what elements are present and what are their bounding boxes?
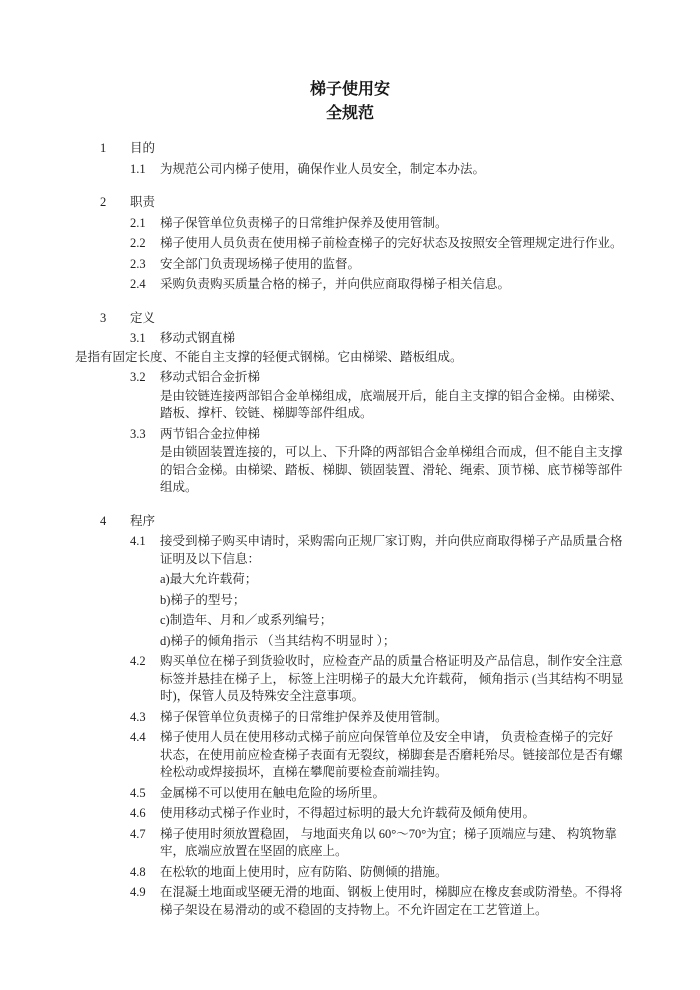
clause-4.1 (130, 533, 625, 568)
section-title: 定义 (130, 310, 156, 325)
clause-number: 4.9 (130, 885, 146, 899)
section-header (100, 194, 625, 212)
clause-number: 4.1 (130, 534, 146, 548)
section-1 (75, 140, 625, 178)
clause-2.2 (130, 235, 625, 253)
list-entry: b)梯子的型号； (160, 592, 246, 607)
clause-text: 购买单位在梯子到货验收时，应检查产品的质量合格证明及产品信息，制作安全注意标签并悬挂在梯子上， 标签上注明梯子的最大允许载荷， 倾角指示 (当其结构不明显时)，保管人员及特殊安全注意事项。 (160, 654, 624, 703)
clause-text: 梯子保管单位负责梯子的日常维护保养及使用管制。 (160, 215, 448, 230)
clause-number: 4.6 (130, 806, 146, 820)
document-title (75, 78, 625, 126)
clause-number: 4.3 (130, 709, 146, 724)
clause-text: 梯子使用人员负责在使用梯子前检查梯子的完好状态及按照安全管理规定进行作业。 (160, 236, 623, 250)
section-number: 1 (100, 141, 107, 155)
clause-number: 2.1 (130, 215, 146, 230)
section-3 (75, 310, 625, 497)
clause-text: 金属梯不可以使用在触电危险的场所里。 (160, 785, 386, 800)
clause-number: 4.2 (130, 654, 146, 668)
section-title: 目的 (130, 141, 156, 155)
clause-4.5 (130, 785, 625, 803)
section-title: 职责 (130, 195, 156, 209)
list-entry: c)制造年、月和／或系列编号； (160, 613, 333, 627)
section-header (100, 513, 625, 531)
clause-text: 采购负责购买质量合格的梯子，并向供应商取得梯子相关信息。 (160, 277, 511, 291)
clause-3.1 (130, 330, 625, 348)
section-4 (75, 513, 625, 920)
section-number: 2 (100, 195, 107, 209)
clause-4.2 (130, 653, 625, 706)
clause-number: 2.3 (130, 256, 146, 271)
clause-text: 两节铝合金拉伸梯 (160, 426, 261, 441)
clause-number: 3.1 (130, 331, 146, 345)
clause-text: 使用移动式梯子作业时，不得超过标明的最大允许载荷及倾角使用。 (160, 806, 536, 820)
clause-text: 安全部门负责现场梯子使用的监督。 (160, 256, 361, 271)
clause-3.3 (130, 426, 625, 444)
title-line-1: 梯子使用安 (309, 81, 390, 98)
clause-text: 在松软的地面上使用时，应有防陷、防侧倾的措施。 (160, 864, 448, 879)
list-entry: d)梯子的倾角指示 （当其结构不明显时 ）； (160, 633, 396, 648)
section-header (100, 140, 625, 158)
definition-body: 是由铰链连接两部铝合金单梯组成，底端展开后，能自主支撑的铝合金梯。由梯梁、踏板、撑杆、铰链、梯脚等部件组成。 (160, 388, 623, 420)
clause-2.4 (130, 276, 625, 294)
section-title: 程序 (130, 513, 156, 528)
clause-2.1 (130, 215, 625, 233)
section-number: 4 (100, 513, 107, 528)
section-number: 3 (100, 310, 107, 325)
clause-4.4 (130, 729, 625, 782)
clause-number: 3.3 (130, 426, 146, 441)
definition-body: 是由锁固装置连接的，可以上、下升降的两部铝合金单梯组合而成，但不能自主支撑的铝合金梯。由梯梁、踏板、梯脚、锁固装置、滑轮、绳索、顶节梯、底节梯等部件组成。 (160, 445, 623, 494)
clause-text: 移动式钢直梯 (160, 331, 236, 345)
document-body (75, 140, 625, 919)
title-line-2: 全规范 (325, 105, 374, 122)
clause-number: 2.4 (130, 277, 146, 291)
clause-1.1 (130, 161, 625, 179)
definition-body: 是指有固定长度、不能自主支撑的轻便式钢梯。它由梯梁、踏板组成。 (75, 349, 463, 364)
clause-number: 1.1 (130, 161, 146, 176)
clause-text: 在混凝土地面或坚硬无滑的地面、钢板上使用时，梯脚应在橡皮套或防滑垫。不得将梯子架设在易滑动的或不稳固的支持物上。不允许固定在工艺管道上。 (160, 885, 623, 917)
list-entry: a)最大允许载荷； (160, 572, 258, 586)
clause-text: 接受到梯子购买申请时，采购需向正规厂家订购，并向供应商取得梯子产品质量合格证明及以下信息： (160, 534, 623, 566)
clause-text: 梯子保管单位负责梯子的日常维护保养及使用管制。 (160, 709, 448, 724)
clause-text: 为规范公司内梯子使用，确保作业人员安全，制定本办法。 (160, 161, 486, 176)
clause-4.9 (130, 884, 625, 919)
clause-4.8 (130, 864, 625, 882)
clause-4.6 (130, 805, 625, 823)
clause-number: 3.2 (130, 370, 146, 384)
clause-number: 4.4 (130, 730, 146, 744)
section-2 (75, 194, 625, 294)
clause-2.3 (130, 256, 625, 274)
clause-text: 移动式铝合金折梯 (160, 370, 261, 384)
clause-number: 4.8 (130, 864, 146, 879)
section-header (100, 310, 625, 328)
clause-3.2 (130, 369, 625, 387)
clause-number: 4.7 (130, 826, 146, 841)
clause-4.3 (130, 709, 625, 727)
clause-text: 梯子使用时须放置稳固， 与地面夹角以 60°～70°为宜；梯子顶端应与建、 构筑物靠牢，底端应放置在坚固的底座上。 (160, 826, 617, 858)
clause-text: 梯子使用人员在使用移动式梯子前应向保管单位及安全申请， 负责检查梯子的完好状态，在使用前应检查梯子表面有无裂纹，梯脚套是否磨耗殆尽。链接部位是否有螺栓松动或焊接损坏，直梯在攀爬前要检查前端挂钩。 (160, 730, 623, 779)
clause-number: 4.5 (130, 785, 146, 800)
clause-4.7 (130, 826, 625, 861)
clause-number: 2.2 (130, 236, 146, 250)
